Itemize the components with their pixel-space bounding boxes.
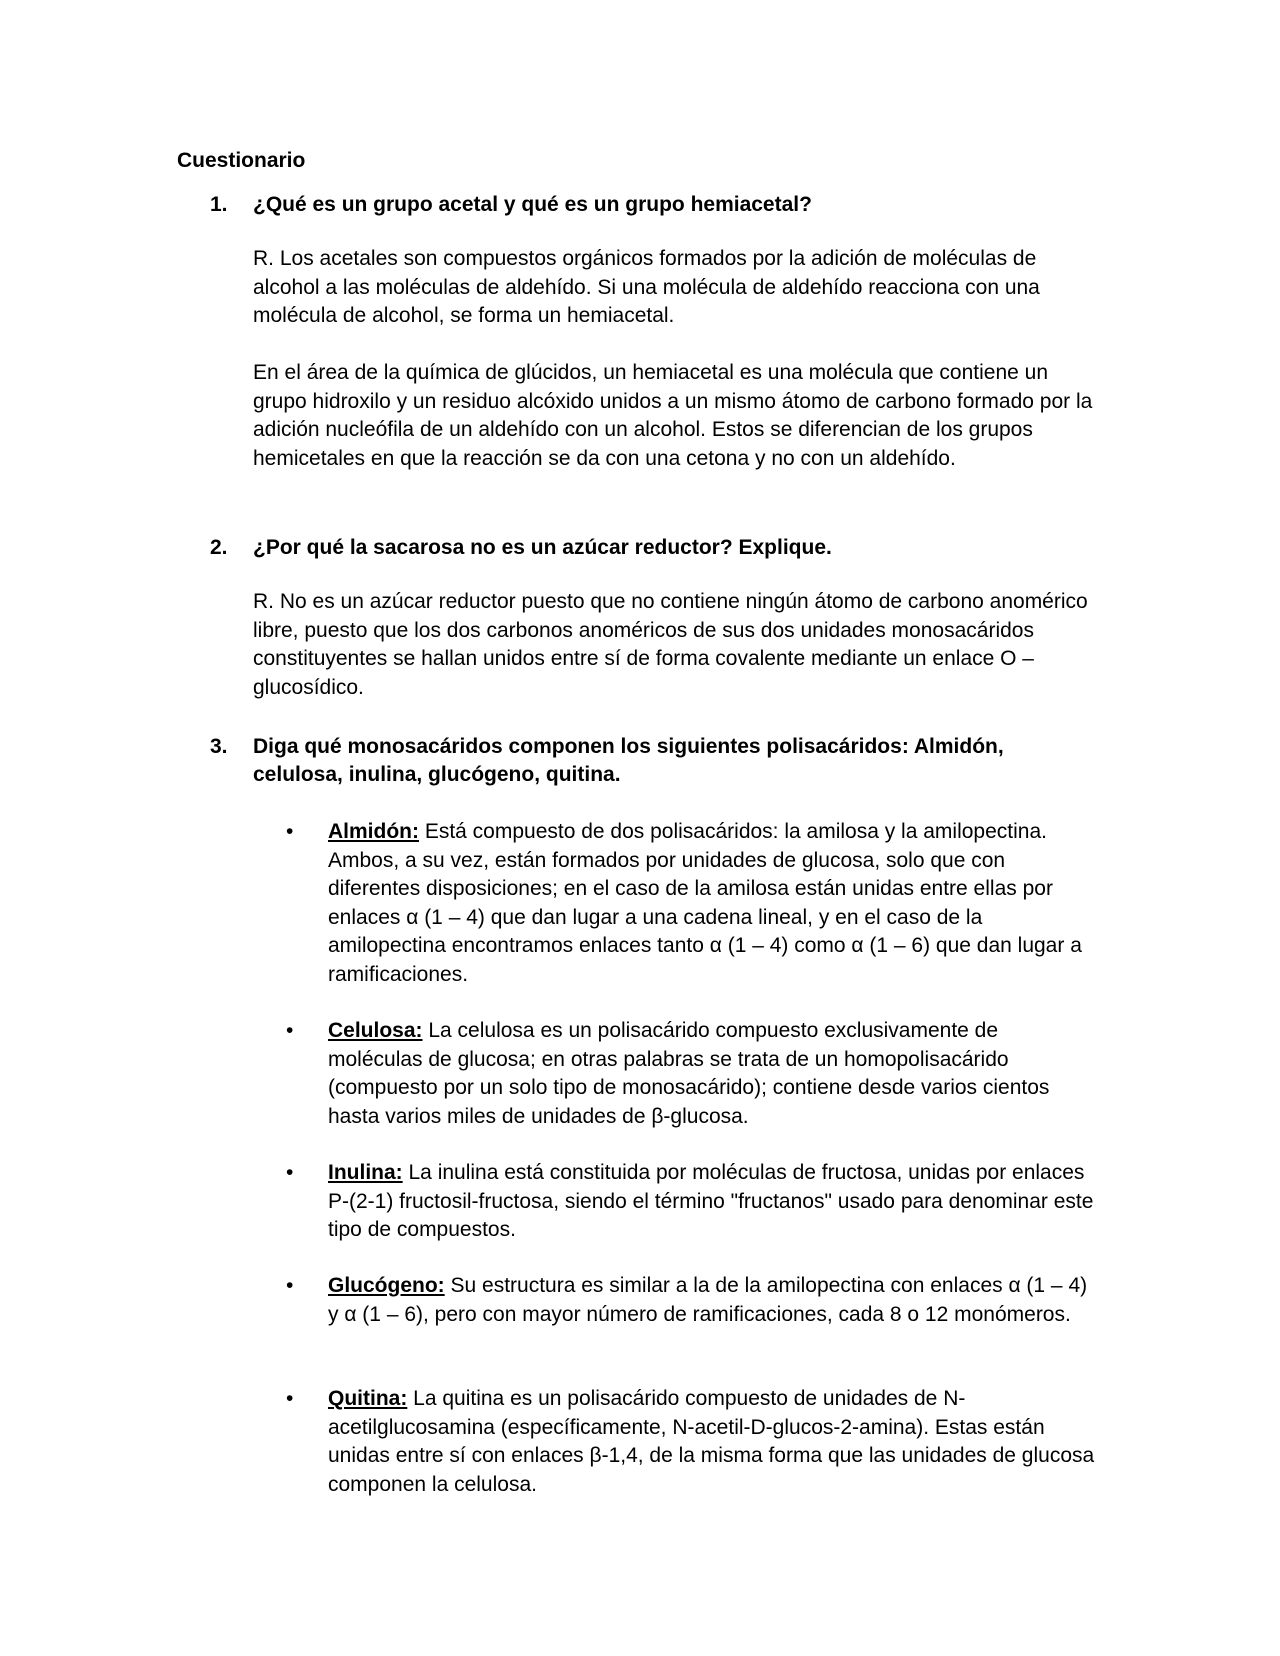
- bullet-marker: •: [286, 1274, 294, 1297]
- list-item-almidon: [286, 818, 1096, 989]
- question-number: 2.: [210, 536, 228, 559]
- list-item-inulina: [286, 1159, 1096, 1245]
- bullet-marker: •: [286, 1161, 294, 1184]
- list-item-description: La celulosa es un polisacárido compuesto exclusivamente de moléculas de glucosa; en otras palabras se trata de un homopolisacárido (compuesto por un solo tipo de monosacárido); contiene desde varios cientos hasta varios miles de unidades de β-glucosa.: [328, 1019, 1050, 1128]
- bullet-marker: •: [286, 1019, 294, 1042]
- question-text: Diga qué monosacáridos componen los siguientes polisacáridos: Almidón, celulosa, inulina, glucógeno, quitina.: [253, 735, 1004, 786]
- question-text: ¿Por qué la sacarosa no es un azúcar reductor? Explique.: [253, 536, 832, 559]
- list-item-term: Inulina:: [328, 1161, 403, 1184]
- question-number: 1.: [210, 193, 228, 216]
- list-item-term: Celulosa:: [328, 1019, 423, 1042]
- document-heading: Cuestionario: [177, 149, 306, 172]
- list-item-quitina: [286, 1385, 1096, 1499]
- list-item-text: [328, 818, 1096, 989]
- answer-text: R. Los acetales son compuestos orgánicos formados por la adición de moléculas de alcohol a las moléculas de aldehído. Si una molécula de aldehído reacciona con una molécula de alcohol, se forma un hemiacetal.: [253, 247, 1040, 327]
- list-item-text: [328, 1017, 1096, 1131]
- list-item-description: La inulina está constituida por moléculas de fructosa, unidas por enlaces P-(2-1) fructosil-fructosa, siendo el término "fructanos" usado para denominar este tipo de compuestos.: [328, 1161, 1094, 1241]
- list-item-description: La quitina es un polisacárido compuesto de unidades de N-acetilglucosamina (específicamente, N-acetil-D-glucos-2-amina). Estas están unidas entre sí con enlaces β-1,4, de la misma forma que las unidades de glucosa componen la celulosa.: [328, 1387, 1095, 1496]
- list-item-text: [328, 1272, 1096, 1329]
- list-item-celulosa: [286, 1017, 1096, 1131]
- list-item-description: Su estructura es similar a la de la amilopectina con enlaces α (1 – 4) y α (1 – 6), pero con mayor número de ramificaciones, cada 8 o 12 monómeros.: [328, 1274, 1088, 1326]
- list-item-term: Glucógeno:: [328, 1274, 445, 1297]
- list-item-text: [328, 1159, 1096, 1245]
- question-1: [210, 191, 1080, 219]
- bullet-marker: •: [286, 820, 294, 843]
- question-2: [210, 534, 1080, 562]
- list-item-term: Almidón:: [328, 820, 419, 843]
- list-item-description: Está compuesto de dos polisacáridos: la amilosa y la amilopectina. Ambos, a su vez, están formados por unidades de glucosa, solo que con diferentes disposiciones; en el caso de la amilosa están unidas entre ellas por enlaces α (1 – 4) que dan lugar a una cadena lineal, y en el caso de la amilopectina encontramos enlaces tanto α (1 – 4) como α (1 – 6) que dan lugar a ramificaciones.: [328, 820, 1082, 986]
- answer-text: En el área de la química de glúcidos, un hemiacetal es una molécula que contiene un grupo hidroxilo y un residuo alcóxido unidos a un mismo átomo de carbono formado por la adición nucleófila de un aldehído con un alcohol. Estos se diferencian de los grupos hemicetales en que la reacción se da con una cetona y no con un aldehído.: [253, 361, 1093, 470]
- question-text: ¿Qué es un grupo acetal y qué es un grupo hemiacetal?: [253, 193, 812, 216]
- answer-text: R. No es un azúcar reductor puesto que no contiene ningún átomo de carbono anomérico libre, puesto que los dos carbonos anoméricos de sus dos unidades monosacáridos constituyentes se hallan unidos entre sí de forma covalente mediante un enlace O – glucosídico.: [253, 590, 1088, 699]
- answer-1-paragraph-1: [253, 245, 1093, 331]
- answer-1-paragraph-2: [253, 359, 1093, 473]
- question-3: [210, 733, 1090, 789]
- bullet-marker: •: [286, 1387, 294, 1410]
- list-item-text: [328, 1385, 1096, 1499]
- answer-2-paragraph-1: [253, 588, 1093, 702]
- list-item-glucogeno: [286, 1272, 1096, 1329]
- question-number: 3.: [210, 735, 228, 758]
- list-item-term: Quitina:: [328, 1387, 408, 1410]
